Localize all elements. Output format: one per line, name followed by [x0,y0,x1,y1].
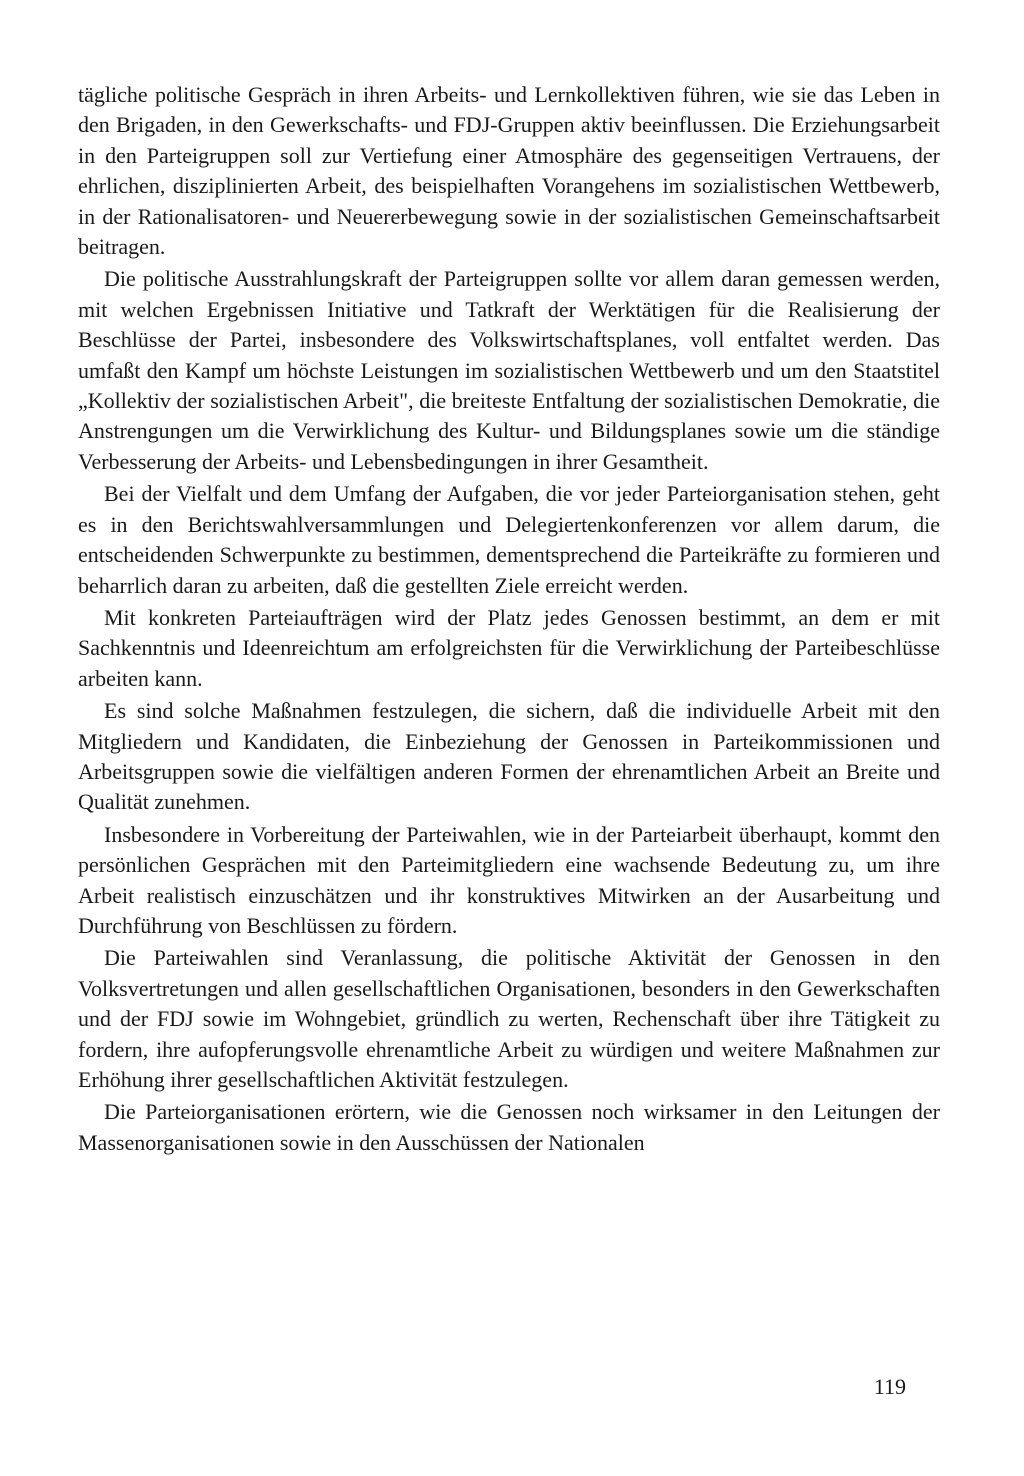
body-text [78,80,940,1160]
page-number: 119 [873,1374,906,1399]
paragraph-6: Insbesondere in Vorbereitung der Parteiwahlen, wie in der Parteiarbeit überhaupt, kommt den persönlichen Gesprächen mit den Parteimitgliedern eine wachsende Bedeutung zu, um ihre Arbeit realistisch einzuschätzen und ihr konstruktives Mitwirken an der Ausarbeitung und Durchführung von Beschlüssen zu fördern. [78,821,940,938]
paragraph-3: Bei der Vielfalt und dem Umfang der Aufgaben, die vor jeder Parteiorganisation stehen, geht es in den Berichtswahlversammlungen und Delegiertenkonferenzen vor allem darum, die entscheidenden Schwerpunkte zu bestimmen, dementsprechend die Parteikräfte zu formieren und beharrlich daran zu arbeiten, daß die gestellten Ziele erreicht werden. [78,481,940,598]
paragraph-2: Die politische Ausstrahlungskraft der Parteigruppen sollte vor allem daran gemessen werden, mit welchen Ergebnissen Initiative und Tatkraft der Werktätigen für die Realisierung der Beschlüsse der Partei, insbesondere des Volkswirtschaftsplanes, voll entfaltet werden. Das umfaßt den Kampf um höchste Leistungen im sozialistischen Wettbewerb und um den Staatstitel „Kollektiv der sozialistischen Arbeit", die breiteste Entfaltung der sozialistischen Demokratie, die Anstrengungen um die Verwirklichung des Kultur- und Bildungsplanes sowie um die ständige Verbesserung der Arbeits- und Lebensbedingungen in ihrer Gesamtheit. [78,266,940,474]
paragraph-1: tägliche politische Gespräch in ihren Arbeits- und Lernkollektiven führen, wie sie das Leben in den Brigaden, in den Gewerkschafts- und FDJ-Gruppen aktiv beeinflussen. Die Erziehungsarbeit in den Parteigruppen soll zur Vertiefung einer Atmosphäre des gegenseitigen Vertrauens, der ehrlichen, disziplinierten Arbeit, des beispielhaften Vorangehens im sozialistischen Wettbewerb, in der Rationalisatoren- und Neuererbewegung sowie in der sozialistischen Gemeinschaftsarbeit beitragen. [78,82,940,260]
paragraph-4: Mit konkreten Parteiaufträgen wird der Platz jedes Genossen bestimmt, an dem er mit Sachkenntnis und Ideenreichtum am erfolgreichsten für die Verwirklichung der Parteibeschlüsse arbeiten kann. [78,604,940,691]
paragraph-8: Die Parteiorganisationen erörtern, wie die Genossen noch wirksamer in den Leitungen der Massenorganisationen sowie in den Ausschüssen der Nationalen [78,1099,940,1155]
paragraph-7: Die Parteiwahlen sind Veranlassung, die politische Aktivität der Genossen in den Volksvertretungen und allen gesellschaftlichen Organisationen, besonders in den Gewerkschaften und der FDJ sowie im Wohngebiet, gründlich zu werten, Rechenschaft über ihre Tätigkeit zu fordern, ihre aufopferungsvolle ehrenamtliche Arbeit zu würdigen und weitere Maßnahmen zur Erhöhung ihrer gesellschaftlichen Aktivität festzulegen. [78,945,940,1092]
paragraph-5: Es sind solche Maßnahmen festzulegen, die sichern, daß die individuelle Arbeit mit den Mitgliedern und Kandidaten, die Einbeziehung der Genossen in Parteikommissionen und Arbeitsgruppen sowie die vielfältigen anderen Formen der ehrenamtlichen Arbeit an Breite und Qualität zunehmen. [78,698,940,815]
